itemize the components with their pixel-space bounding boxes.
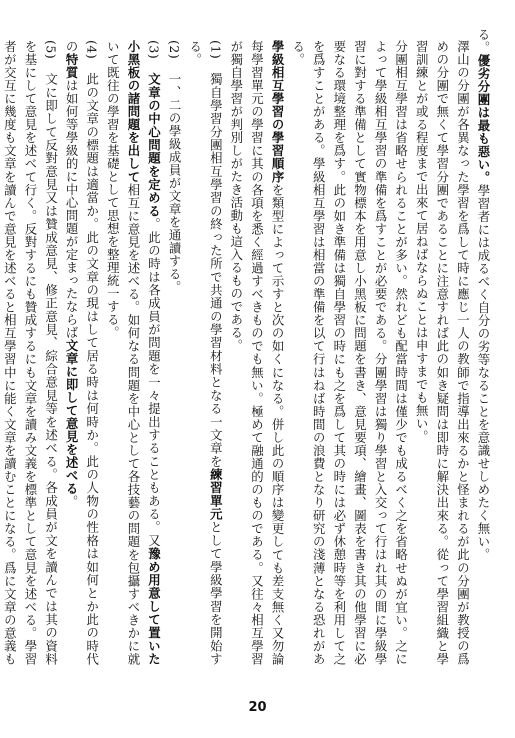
text-run: (2) 一、二の學級成員が文章を通讀する。 <box>167 40 183 294</box>
emphasized-text: 豫め用意して置いた小黑板の諸問題を出して <box>125 40 162 667</box>
paragraph <box>472 28 493 666</box>
text-run: 分團相互學習は省略せられることが多い。然れども配當時間は僅少でも成るべく之を省略せぬが宜い。之によって學級相互學習の準備を爲すことが必要である。分團學習は獨り學習と入交って行はれ其の間に學級學習に對する準備として實物標本を用意し小黑板に問題を書き、意見要項、繪畫、圖表を書き其の他學習に必要なる環境整理を爲す。此の如き準備は獨自學習の時にも之を爲して其の時には必ず休憩時等を利用して之を爲すことがある。學級相互學習は相當の準備を以て行はねば時間の浪費となり研究の淺薄となる恐れがある。 <box>290 40 409 666</box>
paragraph <box>61 28 102 666</box>
emphasized-text: 優劣分團は最も惡い。 <box>476 54 491 184</box>
emphasized-text: 學級相互學習の學習順序 <box>270 40 286 184</box>
paragraph <box>225 28 287 666</box>
paragraph <box>102 28 164 666</box>
text-run: (3) <box>146 40 162 74</box>
text-run: 。此の時は各成員が問題を一々提出することもある。又 <box>146 218 162 548</box>
text-run: 。 <box>64 495 80 509</box>
body-text <box>2 28 493 667</box>
text-run: として學級學習を開始する。 <box>187 40 224 666</box>
emphasized-text: 文章の中心問題を定める <box>146 73 162 219</box>
text-run: (5) 文に即して反對意見又は贊成意見、修正意見、綜合意見等を述べる。各成員が文を讀んでは其の資料を基にして意見を述べて行く。反對するにも贊成するにも文章を讀み文義を標準として意見を述べる。學習者が交互に幾度も文章を讀んで意見を述べると相互學習中に能く文章を讀むことになる。爲に文章の意義も <box>2 40 59 666</box>
text-run: (4) 此の文章の標題は適當か。此の文章の現はして居る時は何時か。此の人物の性格は如何とか此の時代の <box>64 40 100 666</box>
paragraph <box>164 28 185 666</box>
text-run: 相互に意見を述べる。如何なる問題を中心として各技藝の問題を包攝すべきかに就いて既往の學習を基礎として思想を整理統一する。 <box>105 40 141 667</box>
paragraph <box>0 28 61 666</box>
emphasized-text: 文章に即して意見を述べる <box>64 339 80 496</box>
emphasized-text: 特質 <box>64 53 80 80</box>
paragraph <box>411 28 473 666</box>
text-run: を類型によって示すと次の如くになる。併し此の順序は變更しても差支無く又勿論每學習單元の學習に其の各項を悉く經過すべきものでも無い。極めて融通的のものである。又往々相互學習が獨自學習が判別しがたき活動も這入るものである。 <box>228 40 286 667</box>
emphasized-text: 練習單元 <box>208 468 224 522</box>
text-run: 學習者には成るべく自分の劣等なることを意識せしめたく無い。 <box>476 184 491 561</box>
paragraph <box>184 28 225 666</box>
page-number: 20 <box>248 700 267 715</box>
text-run: 澤山の分團が各異なった學習を爲して時に應じ一人の教師で指導出來るかと怪まれるが此の分團が教授の爲めの分團で無くて學習分團であることに注意すれば此の如き疑問は即時に解決出來る。從って學習組織と學習訓練とが或る程度まで出來て居ねばならぬことは申すまでも無い。 <box>414 40 471 666</box>
text-run: る。 <box>476 28 491 54</box>
text-run: (1) 獨自學習分團相互學習の終った所で共通の學習材料となる一文章を <box>208 40 224 469</box>
paragraph <box>287 28 411 666</box>
text-run: は如何等學級的に中心問題が定まったならば <box>64 79 80 340</box>
